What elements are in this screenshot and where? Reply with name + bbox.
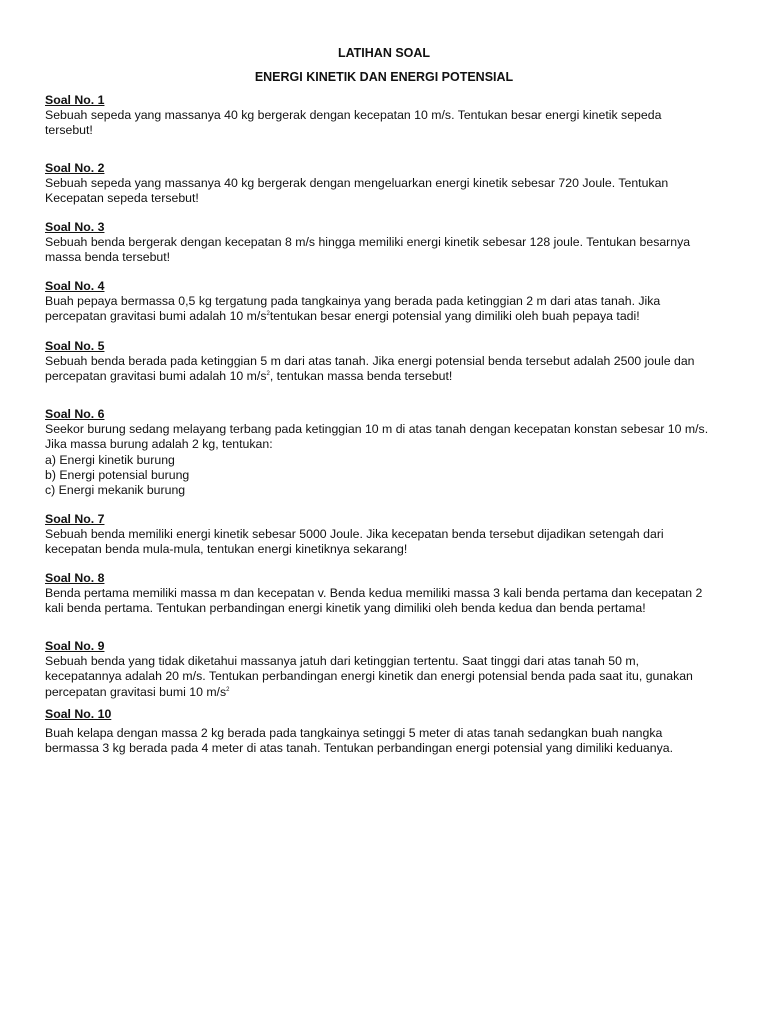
question-5-label: Soal No. 5 (45, 339, 105, 353)
question-4 (45, 279, 730, 325)
question-9-superscript: 2 (226, 686, 230, 693)
question-7-label: Soal No. 7 (45, 512, 105, 526)
question-9-text: Sebuah benda yang tidak diketahui massanya jatuh dari ketinggian tertentu. Saat tinggi dari atas tanah 50 m, kecepatannya adalah 20 m/s. Tentukan perbandingan energi kinetik dan energi potensial benda pada saat itu, gunakan (45, 654, 693, 684)
question-7-text: Sebuah benda memiliki energi kinetik sebesar 5000 Joule. Jika kecepatan benda tersebut dijadikan setengah dari kecepatan benda mula-mula, tentukan energi kinetiknya sekarang! (45, 527, 664, 557)
question-9-line-3a: percepatan gravitasi bumi 10 m/s (45, 684, 227, 699)
question-6-item-a: a) Energi kinetik burung (45, 452, 175, 467)
question-5-text (45, 354, 730, 384)
question-1-label: Soal No. 1 (45, 93, 105, 107)
question-6-label: Soal No. 6 (45, 407, 105, 421)
document-title: LATIHAN SOAL (337, 46, 431, 60)
question-5 (45, 339, 730, 385)
question-4-line-2a: percepatan gravitasi bumi adalah 10 m/s (45, 309, 267, 324)
question-4-label: Soal No. 4 (45, 279, 105, 293)
question-8 (45, 571, 730, 617)
question-7 (45, 512, 730, 558)
question-5-line-2b: , tentukan massa benda tersebut! (269, 369, 453, 384)
question-5-superscript: 2 (266, 371, 270, 378)
question-9 (45, 639, 730, 700)
question-5-line-1: Sebuah benda berada pada ketinggian 5 m dari atas tanah. Jika energi potensial benda tersebut adalah 2500 joule dan (45, 354, 695, 369)
question-4-line-1: Buah pepaya bermassa 0,5 kg tergatung pada tangkainya yang berada pada ketinggian 2 m dari atas tanah. Jika (45, 294, 661, 309)
question-6-item-c: c) Energi mekanik burung (45, 483, 186, 498)
question-3-text: Sebuah benda bergerak dengan kecepatan 8 m/s hingga memiliki energi kinetik sebesar 128 joule. Tentukan besarnya massa benda tersebut! (45, 235, 691, 265)
question-10 (45, 707, 730, 757)
question-5-line-2a: percepatan gravitasi bumi adalah 10 m/s (45, 369, 267, 384)
question-2 (45, 161, 730, 207)
question-3-label: Soal No. 3 (45, 220, 105, 234)
question-4-superscript: 2 (266, 311, 270, 318)
question-8-text: Benda pertama memiliki massa m dan kecepatan v. Benda kedua memiliki massa 3 kali benda pertama dan kecepatan 2 kali benda pertama. Tentukan perbandingan energi kinetik yang dimiliki oleh benda kedua dan benda pertama! (45, 586, 703, 616)
question-3 (45, 220, 730, 266)
question-6-item-b: b) Energi potensial burung (45, 467, 190, 482)
question-10-label: Soal No. 10 (45, 707, 112, 721)
question-9-line-3 (45, 685, 730, 700)
question-1-text: Sebuah sepeda yang massanya 40 kg bergerak dengan kecepatan 10 m/s. Tentukan besar energi kinetik sepeda tersebut! (45, 108, 662, 138)
question-6-text: Seekor burung sedang melayang terbang pada ketinggian 10 m di atas tanah dengan kecepatan konstan sebesar 10 m/s. Jika massa burung adalah 2 kg, tentukan: (45, 422, 709, 452)
question-10-text: Buah kelapa dengan massa 2 kg berada pada tangkainya setinggi 5 meter di atas tanah sedangkan buah nangka bermassa 3 kg berada pada 4 meter di atas tanah. Tentukan perbandingan energi potensial yang dimiliki keduanya. (45, 726, 674, 756)
question-4-text (45, 294, 730, 324)
question-6 (45, 407, 730, 498)
document-subtitle: ENERGI KINETIK DAN ENERGI POTENSIAL (254, 70, 514, 84)
question-2-label: Soal No. 2 (45, 161, 105, 175)
question-4-line-2b: tentukan besar energi potensial yang dimiliki oleh buah pepaya tadi! (269, 309, 640, 324)
question-2-text: Sebuah sepeda yang massanya 40 kg bergerak dengan mengeluarkan energi kinetik sebesar 720 Joule. Tentukan Kecepatan sepeda tersebut! (45, 176, 669, 206)
question-9-label: Soal No. 9 (45, 639, 105, 653)
question-8-label: Soal No. 8 (45, 571, 105, 585)
question-1 (45, 93, 730, 139)
